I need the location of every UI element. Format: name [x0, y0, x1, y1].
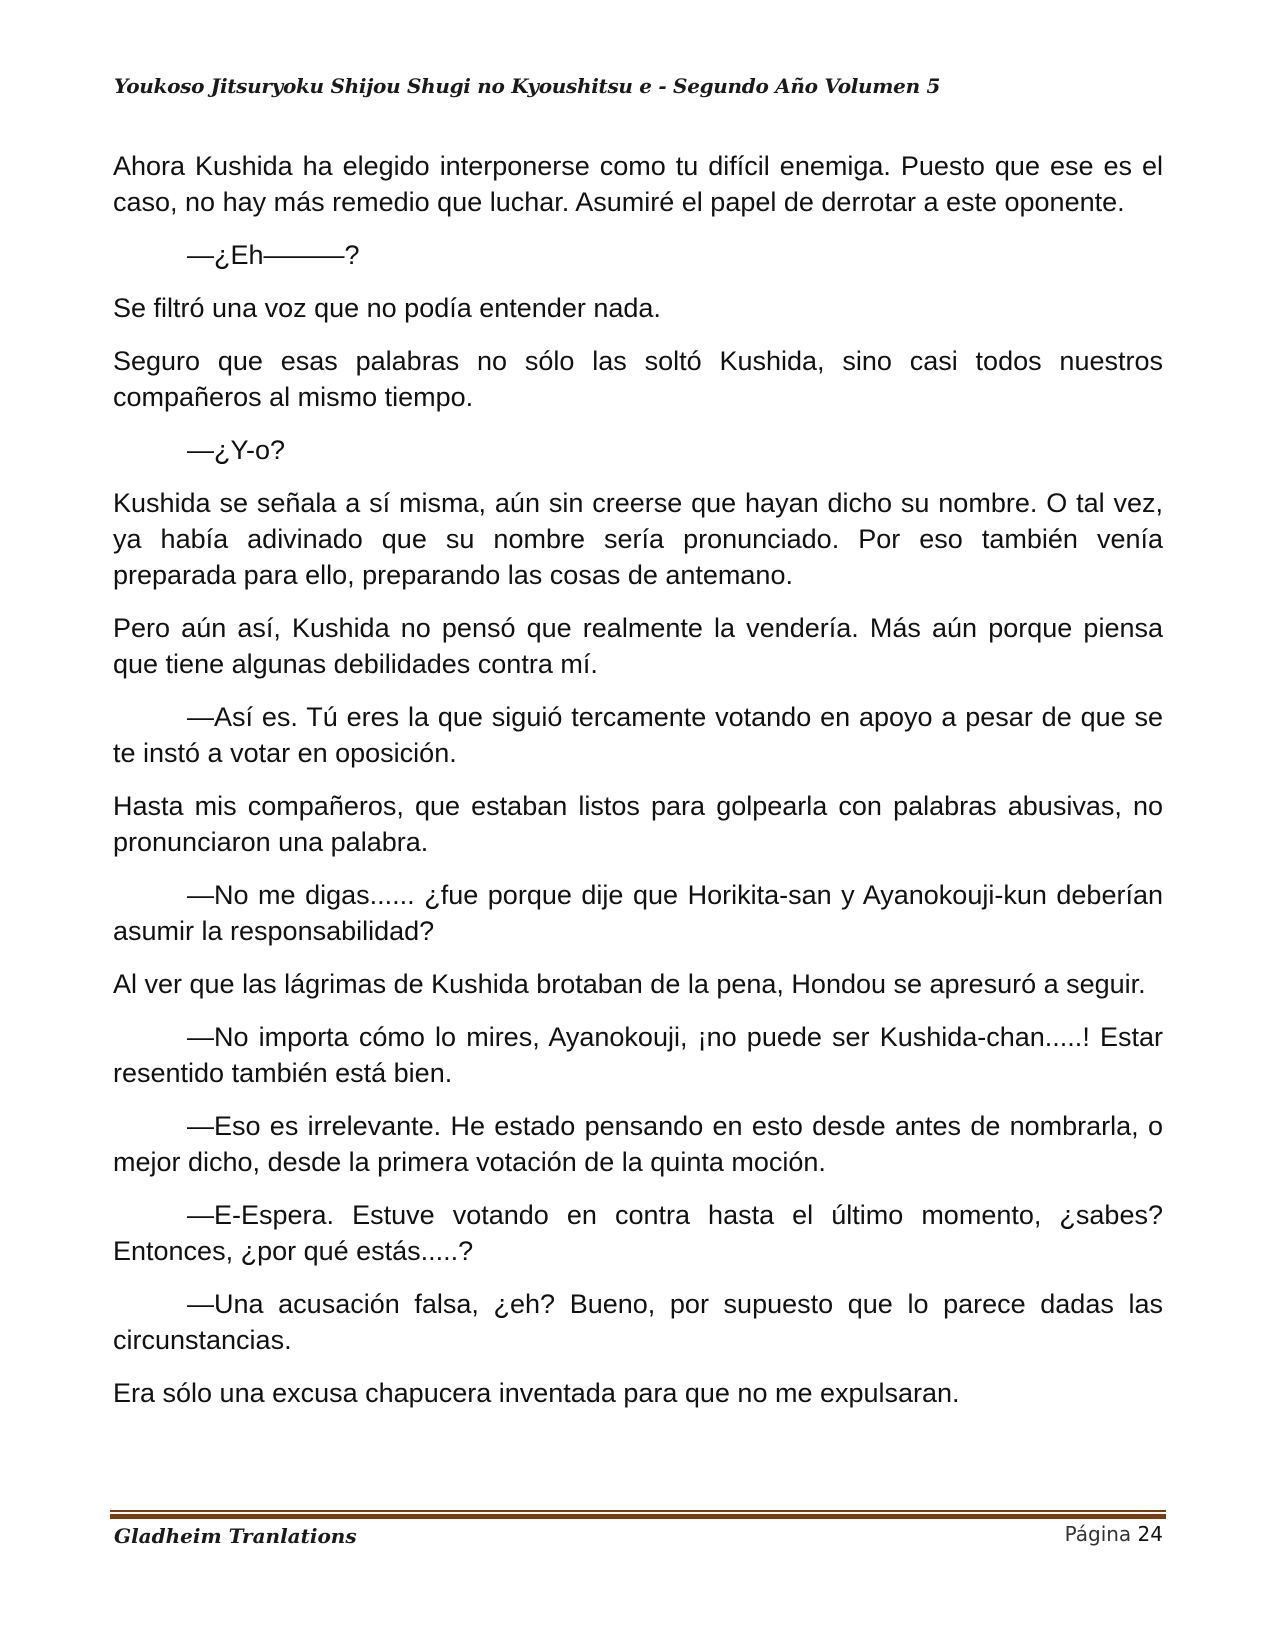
dialogue-line: —¿Y-o? [187, 435, 286, 465]
footer-divider-thin-line [110, 1510, 1166, 1512]
narration-paragraph: Seguro que esas palabras no sólo las soltó Kushida, sino casi todos nuestros compañeros al mismo tiempo. [113, 346, 1163, 412]
narration-paragraph: Era sólo una excusa chapucera inventada para que no me expulsaran. [113, 1378, 960, 1408]
dialogue-line: —Así es. Tú eres la que siguió tercamente votando en apoyo a pesar de que se te instó a votar en oposición. [113, 702, 1163, 768]
narration-paragraph: Se filtró una voz que no podía entender nada. [113, 293, 661, 323]
narration-paragraph: Al ver que las lágrimas de Kushida brotaban de la pena, Hondou se apresuró a seguir. [113, 969, 1146, 999]
page-number: 24 [1137, 1522, 1163, 1546]
page-label-text: Página [1064, 1522, 1132, 1546]
footer-divider-thick-line [110, 1514, 1166, 1519]
page-number-label [1065, 1522, 1163, 1546]
narration-paragraph: Hasta mis compañeros, que estaban listos para golpearla con palabras abusivas, no pronunciaron una palabra. [113, 791, 1163, 857]
page-body [113, 148, 1163, 1428]
dialogue-line: —¿Eh———? [187, 240, 360, 270]
dialogue-line: —Una acusación falsa, ¿eh? Bueno, por supuesto que lo parece dadas las circunstancias. [113, 1289, 1163, 1355]
dialogue-line: —No importa cómo lo mires, Ayanokouji, ¡no puede ser Kushida-chan.....! Estar resentido también está bien. [113, 1022, 1163, 1088]
dialogue-line: —No me digas...... ¿fue porque dije que Horikita-san y Ayanokouji-kun deberían asumir la responsabilidad? [113, 880, 1163, 946]
dialogue-line: —E-Espera. Estuve votando en contra hasta el último momento, ¿sabes? Entonces, ¿por qué estás.....? [113, 1200, 1163, 1266]
dialogue-line: —Eso es irrelevante. He estado pensando en esto desde antes de nombrarla, o mejor dicho, desde la primera votación de la quinta moción. [113, 1111, 1163, 1177]
running-header: Youkoso Jitsuryoku Shijou Shugi no Kyoushitsu e - Segundo Año Volumen 5 [114, 74, 941, 98]
narration-paragraph: Kushida se señala a sí misma, aún sin creerse que hayan dicho su nombre. O tal vez, ya había adivinado que su nombre sería pronunciado. Por eso también venía preparada para ello, preparando las cosas de antemano. [113, 488, 1163, 590]
footer-translator: Gladheim Tranlations [114, 1524, 357, 1548]
narration-paragraph: Ahora Kushida ha elegido interponerse como tu difícil enemiga. Puesto que ese es el caso, no hay más remedio que luchar. Asumiré el papel de derrotar a este oponente. [113, 151, 1163, 217]
footer-divider [110, 1510, 1166, 1519]
narration-paragraph: Pero aún así, Kushida no pensó que realmente la vendería. Más aún porque piensa que tiene algunas debilidades contra mí. [113, 613, 1163, 679]
